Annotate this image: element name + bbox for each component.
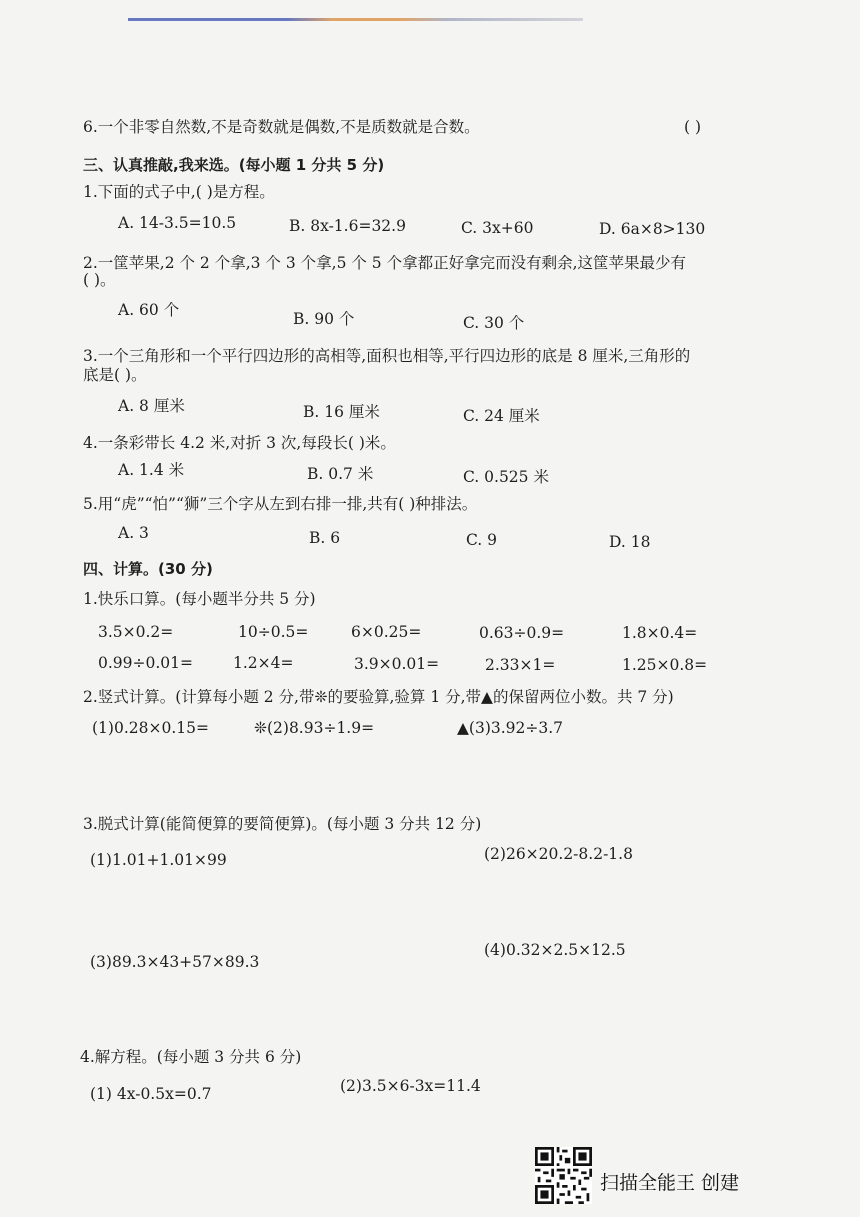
scan-edge-stripe — [128, 18, 583, 21]
mental-math-item: 3.5×0.2= — [98, 623, 174, 641]
mental-math-item: 10÷0.5= — [238, 623, 309, 641]
q5-option-c: C. 9 — [466, 531, 498, 549]
mental-math-item: 1.25×0.8= — [622, 656, 708, 674]
q4-option-a: A. 1.4 米 — [118, 461, 185, 479]
equation-title: 4.解方程。(每小题 3 分共 6 分) — [80, 1048, 302, 1066]
question-3-stem: 3.一个三角形和一个平行四边形的高相等,面积也相等,平行四边形的底是 8 厘米,三角形的 — [83, 347, 691, 365]
qr-code-icon — [535, 1147, 592, 1204]
q5-option-b: B. 6 — [309, 529, 341, 547]
q5-option-a: A. 3 — [118, 524, 149, 542]
q1-option-b: B. 8x-1.6=32.9 — [289, 217, 406, 235]
q5-option-d: D. 18 — [609, 533, 651, 551]
answer-blank: ( ) — [684, 118, 702, 136]
q1-option-d: D. 6a×8>130 — [599, 220, 706, 238]
judge-question-6: 6.一个非零自然数,不是奇数就是偶数,不是质数就是合数。 — [83, 118, 480, 136]
q3-option-c: C. 24 厘米 — [463, 407, 540, 425]
equation-item: (1) 4x-0.5x=0.7 — [90, 1085, 212, 1103]
q1-option-a: A. 14-3.5=10.5 — [118, 214, 237, 232]
mental-math-item: 1.2×4= — [233, 654, 294, 672]
q2-option-a: A. 60 个 — [118, 301, 180, 319]
vertical-calc-title: 2.竖式计算。(计算每小题 2 分,带❊的要验算,验算 1 分,带▲的保留两位小数。共 7 分) — [83, 688, 674, 706]
q3-option-b: B. 16 厘米 — [303, 403, 380, 421]
scanner-app-label: 扫描全能王 创建 — [600, 1172, 740, 1194]
stepwise-calc-item: (1)1.01+1.01×99 — [90, 851, 227, 869]
mental-math-item: 2.33×1= — [485, 656, 556, 674]
q2-option-c: C. 30 个 — [463, 314, 525, 332]
stepwise-calc-title: 3.脱式计算(能简便算的要简便算)。(每小题 3 分共 12 分) — [83, 815, 482, 833]
question-2-stem-cont: ( )。 — [83, 271, 116, 289]
section-3-title: 三、认真推敲,我来选。(每小题 1 分共 5 分) — [83, 156, 385, 174]
stepwise-calc-item: (2)26×20.2-8.2-1.8 — [484, 845, 633, 863]
stepwise-calc-item: (3)89.3×43+57×89.3 — [90, 953, 260, 971]
stepwise-calc-item: (4)0.32×2.5×12.5 — [484, 941, 626, 959]
question-5-stem: 5.用“虎”“怕”“狮”三个字从左到右排一排,共有( )种排法。 — [83, 495, 478, 513]
mental-math-item: 6×0.25= — [351, 623, 422, 641]
question-2-stem: 2.一筐苹果,2 个 2 个拿,3 个 3 个拿,5 个 5 个拿都正好拿完而没有剩余,这筐苹果最少有 — [83, 254, 687, 272]
mental-math-item: 3.9×0.01= — [354, 655, 440, 673]
q4-option-c: C. 0.525 米 — [463, 468, 549, 486]
equation-item: (2)3.5×6-3x=11.4 — [340, 1077, 481, 1095]
vertical-calc-item: (1)0.28×0.15= — [92, 719, 209, 737]
q1-option-c: C. 3x+60 — [461, 219, 534, 237]
q3-option-a: A. 8 厘米 — [118, 397, 185, 415]
vertical-calc-item: ▲(3)3.92÷3.7 — [457, 719, 564, 737]
question-3-stem-cont: 底是( )。 — [83, 366, 147, 384]
question-1-stem: 1.下面的式子中,( )是方程。 — [83, 183, 275, 201]
mental-math-item: 1.8×0.4= — [622, 624, 698, 642]
mental-math-title: 1.快乐口算。(每小题半分共 5 分) — [83, 590, 316, 608]
q4-option-b: B. 0.7 米 — [307, 465, 374, 483]
vertical-calc-item: ❊(2)8.93÷1.9= — [254, 719, 375, 737]
mental-math-item: 0.99÷0.01= — [98, 654, 193, 672]
question-4-stem: 4.一条彩带长 4.2 米,对折 3 次,每段长( )米。 — [83, 434, 396, 452]
q2-option-b: B. 90 个 — [293, 310, 355, 328]
mental-math-item: 0.63÷0.9= — [479, 624, 565, 642]
section-4-title: 四、计算。(30 分) — [83, 560, 213, 578]
